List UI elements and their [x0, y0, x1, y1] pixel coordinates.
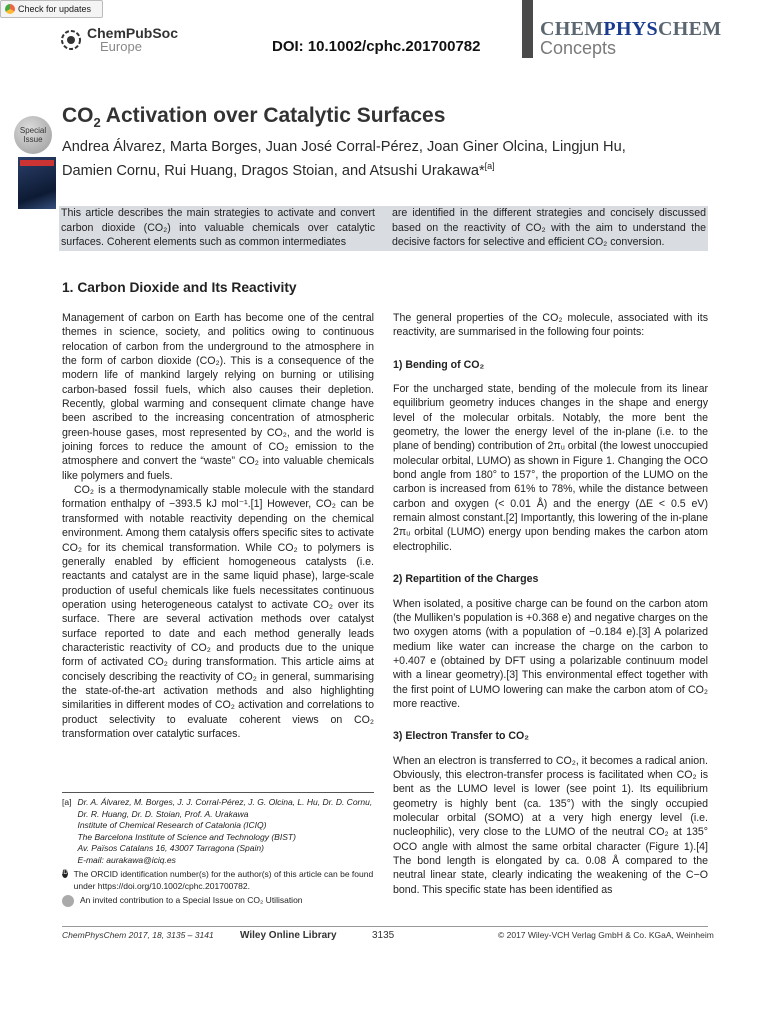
author-list: [62, 138, 702, 181]
footnote-email: E-mail: aurakawa@iciq.es: [77, 854, 176, 865]
subsection-heading: 2) Repartition of the Charges: [393, 573, 539, 586]
authors-line-2: Damien Cornu, Rui Huang, Dragos Stoian, and Atsushi Urakawa*: [62, 162, 485, 179]
publisher-region: Europe: [100, 39, 142, 54]
article-title: [62, 104, 445, 130]
chempubsoc-icon: [60, 29, 82, 51]
authors-line-1: Andrea Álvarez, Marta Borges, Juan José Corral-Pérez, Joan Giner Olcina, Lingjun Hu,: [62, 139, 626, 155]
orcid-note: The ORCID identification number(s) for the author(s) of this article can be found under https://doi.org/10.1002/cphc.201700782.: [73, 869, 374, 891]
publisher-logo: [60, 26, 178, 53]
wiley-online-library-link[interactable]: Wiley Online Library: [240, 930, 337, 941]
article-doi: DOI: 10.1002/cphc.201700782: [272, 38, 481, 55]
header-divider-bar: [522, 0, 533, 58]
right-column: [393, 311, 708, 897]
publisher-name: ChemPubSoc: [87, 25, 179, 41]
title-pre: CO: [62, 104, 94, 127]
paragraph: When isolated, a positive charge can be found on the carbon atom (the Mulliken’s population is +0.368 e) and negative charges on the two oxygen atoms (with a population of −0.184 e).[3] A polarized medium like water can increase the charge on the carbon to +0.407 e (obtained by DFT using a polarizable continuum model with a linear geometry).[3] This environmental effect together with the first point of LUMO lowering can make the carbon atom of CO₂ more reactive.: [393, 597, 708, 710]
affiliation-footnote: [62, 797, 374, 907]
footnote-label: [a]: [62, 797, 72, 807]
paragraph: When an electron is transferred to CO₂, it becomes a radical anion. Obviously, this electron-transfer process is facilitated when CO₂ is bent as the LUMO level is lower (see point 1). Its equilibrium geometry is highly bent (ca. 135°) with the singly occupied molecular orbital (SOMO) at a very high energy level (i.e. nucleophilic), very close to the LUMO of the neutral CO₂ at 135° OCO angle with almost the same orbital character (Figure 1).[4] The bond length is elongated by ca. 0.08 Å compared to the neutral linear state, clearly indicating the weakening of the C−O bond. This specific state has been identified as: [393, 754, 708, 896]
page-number: 3135: [372, 930, 395, 941]
footnote-address: Av. Països Catalans 16, 43007 Tarragona (Spain): [77, 843, 264, 853]
abstract-box: [59, 206, 708, 251]
footnote-institute: The Barcelona Institute of Science and Technology (BIST): [77, 831, 296, 842]
footnote-authors: Dr. A. Álvarez, M. Borges, J. J. Corral-Pérez, J. G. Olcina, L. Hu, Dr. D. Cornu, Dr. R. Huang, Dr. D. Stoian, Prof. A. Urakawa: [77, 797, 373, 819]
copyright: © 2017 Wiley-VCH Verlag GmbH & Co. KGaA, Weinheim: [498, 930, 714, 940]
title-post: Activation over Catalytic Surfaces: [100, 104, 446, 127]
authors-affiliation-mark: [a]: [484, 161, 495, 171]
journal-name-a: CHEM: [540, 18, 604, 40]
intro-paragraph: The general properties of the CO₂ molecule, associated with its reactivity, are summarised in the following four points:: [393, 312, 708, 339]
invited-note: An invited contribution to a Special Issue on CO₂ Utilisation: [80, 895, 303, 905]
footnote-divider: [62, 792, 374, 793]
special-issue-icon: [62, 895, 74, 907]
journal-cover-image: [18, 157, 56, 209]
footer-divider: [62, 926, 708, 927]
title-sub: 2: [93, 115, 101, 131]
journal-name-c: CHEM: [657, 18, 722, 40]
abstract-right: are identified in the different strategies and concisely discussed based on the reactivity of CO₂ with the aim to understand the decisive factors for selective and efficient CO₂ conversion.: [392, 207, 706, 249]
paragraph: CO₂ is a thermodynamically stable molecule with the standard formation enthalpy of −393.5 kJ mol⁻¹.[1] However, CO₂ can be transformed with notable reactivity depending on the chemical environment. Among them catalysis offers specific sites to activate CO₂ for its chemical transformation. While CO₂ to polymers is generally enabled by efficient homogeneous catalysts (i.e. reactants and catalyst are in the same liquid phase), large-scale production of useful chemicals like fuels necessitates continuous operation using heterogeneous catalyst to activate CO₂ over its surface. There are several activation methods over catalyst surface reported to date and each method generally leads characteristic reactivity of CO₂ and products due to the unique form of activated CO₂ during transformation. This article aims at concisely describing the reactivity of CO₂ in general, summarising the state-of-the-art activation methods and also highlighting similarities in different modes of CO₂ activation and correlations to product selectivity to evaluate coherent views on CO₂ transformation over catalytic surfaces.: [62, 484, 374, 740]
special-issue-badge: Special Issue: [14, 116, 52, 154]
check-for-updates-button[interactable]: [0, 0, 103, 18]
journal-name-b: PHYS: [603, 18, 658, 40]
crossmark-icon: [5, 4, 15, 14]
left-column: [62, 311, 374, 741]
article-type: Concepts: [540, 38, 617, 58]
abstract-left: This article describes the main strategies to activate and convert carbon dioxide (CO₂) into valuable chemicals over catalytic surfaces. Coherent elements such as common intermediates: [61, 207, 375, 249]
paragraph: For the uncharged state, bending of the molecule from its linear equilibrium geometry induces changes in the shape and energy level of the molecular orbitals. Notably, the more bent the geometry, the lower the energy level of the in-plane (i.e. to the plane of bending) contribution of 2πᵤ orbital (the lowest unoccupied molecular orbital, LUMO) as shown in Figure 1. Changing the OCO bond angle from 180° to 157°, the proportion of the LUMO on the carbon is increased from 61% to 78%, while the distance between carbon and oxygen (< 0.01 Å) and the energy (ΔE < 0.5 eV) remain almost constant.[2] Importantly, this lowering of the in-plane 2πᵤ orbital (LUMO) energy upon bending makes the carbon atom electrophilic.: [393, 383, 708, 553]
paragraph: Management of carbon on Earth has become one of the central themes in science, society, and politics owing to continuous relocation of carbon from the underground to the atmosphere in the form of carbon dioxide (CO₂). This is a consequence of the modern life of mankind largely relying on burning or utilising carbon-based fossil fuels, which also causes their depletion. Recently, global warming and consequent climate change have been ascribed to the increasing concentration of atmospheric green-house gases, most represented by CO₂, and the world is joining forces to reduce the amount of CO₂ emission to the atmosphere and convert the “waste” CO₂ into valuable chemicals like polymers and fuels.: [62, 312, 374, 482]
subsection-heading: 3) Electron Transfer to CO₂: [393, 730, 529, 743]
orcid-icon: iD: [62, 870, 68, 876]
section-heading: 1. Carbon Dioxide and Its Reactivity: [62, 280, 297, 295]
journal-citation: ChemPhysChem 2017, 18, 3135 – 3141: [62, 930, 214, 940]
footnote-institute: Institute of Chemical Research of Catalonia (ICIQ): [77, 820, 267, 830]
check-updates-label: Check for updates: [18, 4, 92, 14]
subsection-heading: 1) Bending of CO₂: [393, 358, 485, 371]
